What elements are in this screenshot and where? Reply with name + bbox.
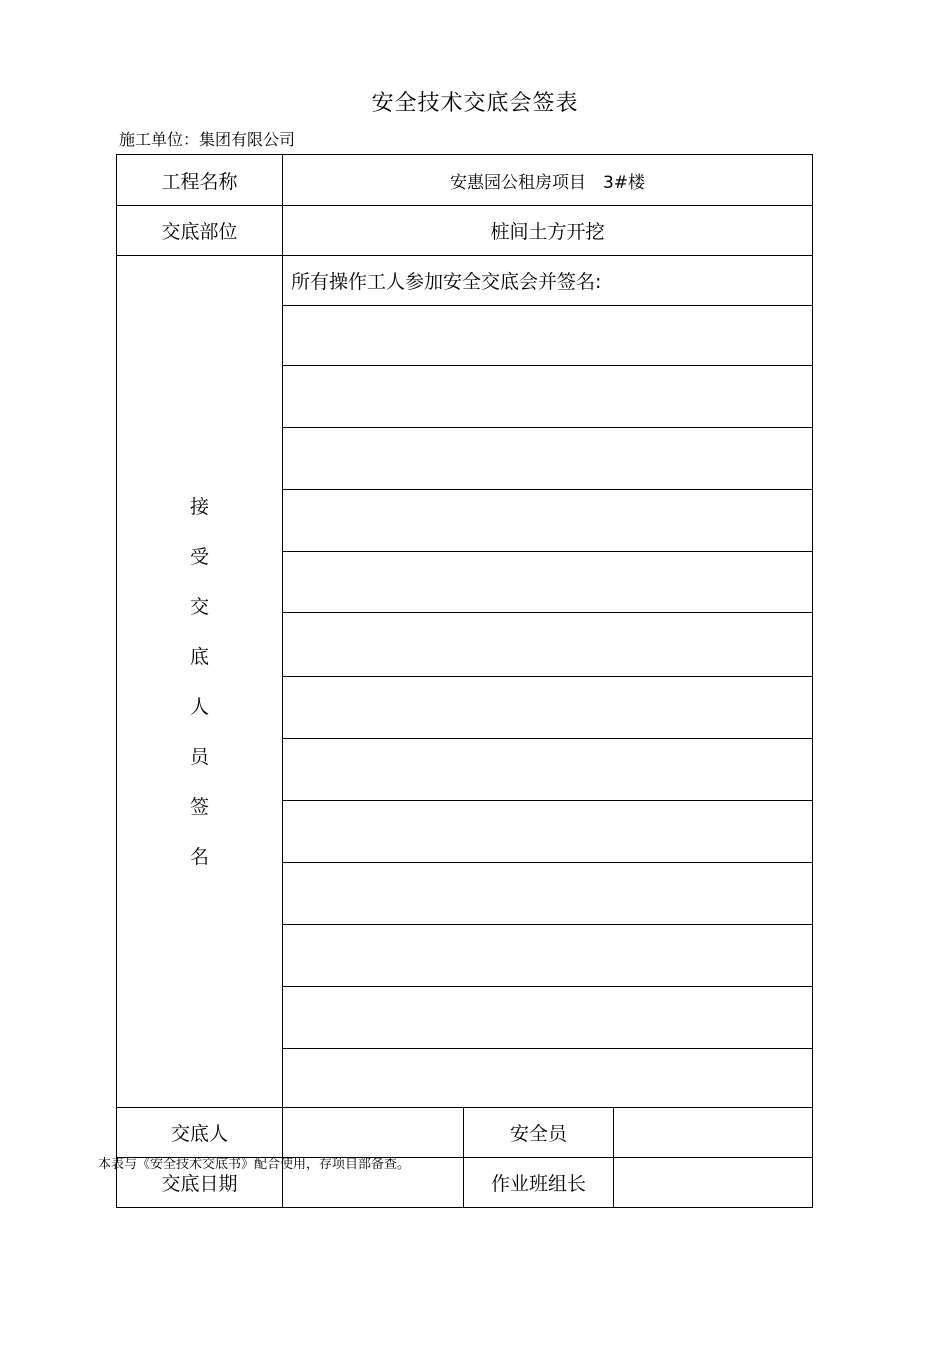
location-row: [117, 206, 813, 256]
sign-off-table: [116, 154, 813, 1208]
project-value: 安惠园公租房项目 3#楼: [283, 155, 813, 206]
project-row: [117, 155, 813, 206]
signature-field[interactable]: [283, 1049, 813, 1108]
signature-field[interactable]: [283, 428, 813, 490]
signature-instruction: 所有操作工人参加安全交底会并签名:: [283, 256, 813, 306]
presenter-row: [117, 1108, 813, 1158]
signature-field[interactable]: [283, 490, 813, 552]
signature-field[interactable]: [283, 552, 813, 613]
signature-vertical-label: [117, 256, 283, 1108]
safety-officer-label: 安全员: [464, 1108, 614, 1158]
signature-field[interactable]: [283, 987, 813, 1049]
vertical-char: 名: [189, 845, 209, 868]
signature-field[interactable]: [283, 366, 813, 428]
instruction-row: [117, 256, 813, 306]
construction-unit: 施工单位：集团有限公司: [119, 130, 296, 149]
safety-officer-field[interactable]: [614, 1108, 813, 1158]
date-label: 交底日期: [117, 1158, 283, 1208]
vertical-char: 受: [189, 545, 209, 568]
signature-field[interactable]: [283, 677, 813, 739]
vertical-char: 交: [189, 595, 209, 618]
team-leader-label: 作业班组长: [464, 1158, 614, 1208]
location-label: 交底部位: [117, 206, 283, 256]
presenter-field[interactable]: [283, 1108, 464, 1158]
signature-field[interactable]: [283, 306, 813, 366]
signature-field[interactable]: [283, 801, 813, 863]
team-leader-field[interactable]: [614, 1158, 813, 1208]
vertical-char: 底: [189, 645, 209, 668]
vertical-char: 人: [189, 695, 209, 718]
signature-field[interactable]: [283, 925, 813, 987]
vertical-char: 接: [189, 495, 209, 518]
location-value: 桩间土方开挖: [283, 206, 813, 256]
footnote: 本表与《安全技术交底书》配合使用，存项目部备查。: [98, 1157, 411, 1172]
signature-field[interactable]: [283, 739, 813, 801]
form-title: 安全技术交底会签表: [371, 91, 579, 116]
signature-field[interactable]: [283, 613, 813, 677]
vertical-char: 员: [189, 745, 209, 768]
signature-field[interactable]: [283, 863, 813, 925]
project-label: 工程名称: [117, 155, 283, 206]
presenter-label: 交底人: [117, 1108, 283, 1158]
vertical-char: 签: [189, 795, 209, 818]
